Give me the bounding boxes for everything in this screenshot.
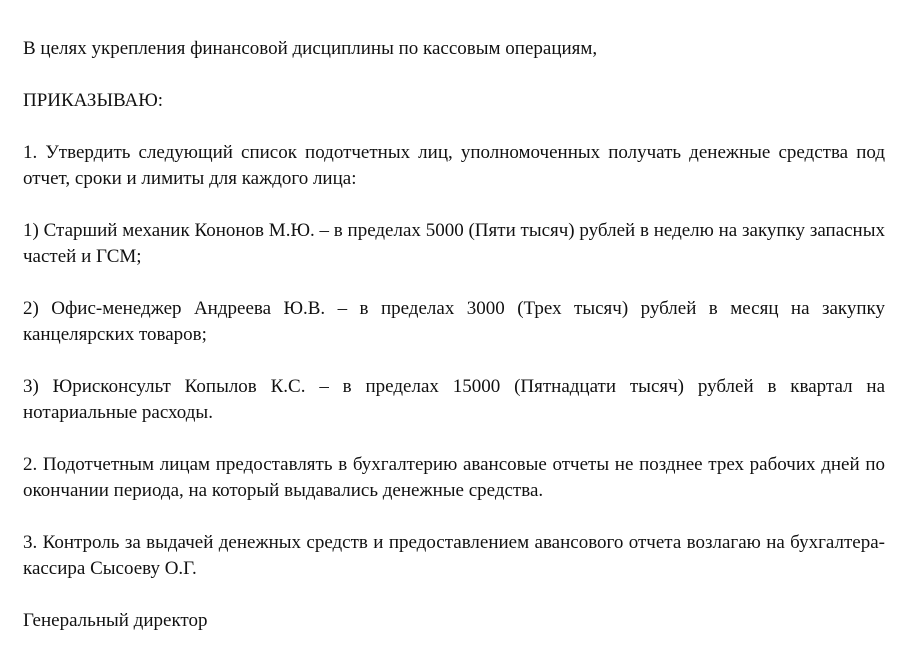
item-office-manager-limit: 2) Офис-менеджер Андреева Ю.В. – в пределах 3000 (Трех тысяч) рублей в месяц на закупку канцелярских товаров; (23, 298, 885, 345)
item-mechanic-limit: 1) Старший механик Кононов М.Ю. – в пределах 5000 (Пяти тысяч) рублей в неделю на закупку запасных частей и ГСМ; (23, 220, 885, 267)
item-advance-reports: 2. Подотчетным лицам предоставлять в бухгалтерию авансовые отчеты не позднее трех рабочих дней по окончании периода, на который выдавались денежные средства. (23, 454, 885, 501)
signature-title: Генеральный директор (23, 610, 208, 631)
intro-paragraph: В целях укрепления финансовой дисциплины по кассовым операциям, (23, 38, 598, 59)
order-document (23, 36, 885, 634)
item-control-assignment: 3. Контроль за выдачей денежных средств и предоставлением авансового отчета возлагаю на бухгалтера-кассира Сысоеву О.Г. (23, 532, 885, 579)
item-legal-counsel-limit: 3) Юрисконсульт Копылов К.С. – в пределах 15000 (Пятнадцати тысяч) рублей в квартал на нотариальные расходы. (23, 376, 885, 423)
item-approve-list: 1. Утвердить следующий список подотчетных лиц, уполномоченных получать денежные средства под отчет, сроки и лимиты для каждого лица: (23, 142, 885, 189)
order-heading: ПРИКАЗЫВАЮ: (23, 90, 164, 111)
